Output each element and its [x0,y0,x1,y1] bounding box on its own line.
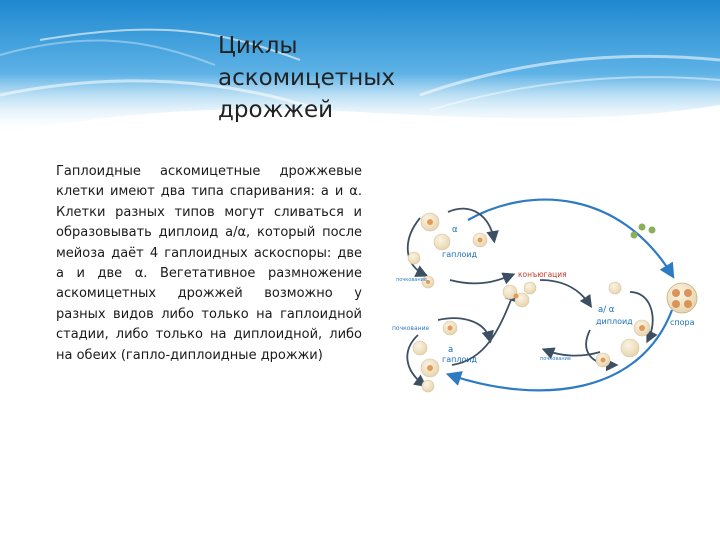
title-line-1: Циклы [218,33,298,59]
diploid-label: a/ α [598,305,615,315]
yeast-life-cycle-diagram [390,180,710,410]
budding-label-a: почкование [392,325,430,332]
body-paragraph: Гаплоидные аскомицетные дрожжевые клетки имеют два типа спаривания: a и α. Клетки разных типов могут сливаться и образовывать диплоид a/α, который после мейоза даёт 4 гаплоидных аскоспоры: две a и две α. Вегетативное размножение аскомицетных дрожжей возможно у разных видов либо только на гаплоидной стадии, либо только на диплоидной, либо на обеих (гапло-диплоидные дрожжи) [56,164,362,363]
ascus-spore [667,283,697,313]
conjugation-label: конъюгация [518,270,567,279]
a-haploid-label: a [448,345,454,355]
title-line-2: аскомицетных [218,65,396,91]
a-haploid-sublabel: гаплоид [442,355,478,364]
title-line-3: дрожжей [218,97,334,123]
alpha-to-conjugation-arrow [450,275,512,283]
diploid-budding-arrow [545,350,600,356]
alpha-haploid-sublabel: гаплоид [442,250,478,259]
budding-label-diploid: почкование [540,356,571,362]
outer-top-arrow [468,200,672,275]
conjugation-to-diploid-arrow [540,280,590,305]
conjugation-cells [503,282,536,307]
budding-label-alpha: почкование [396,277,427,283]
spore-label: спора [670,318,695,327]
diploid-sublabel: диплоид [596,317,633,326]
slide-title [218,30,478,126]
alpha-haploid-label: α [452,225,458,235]
